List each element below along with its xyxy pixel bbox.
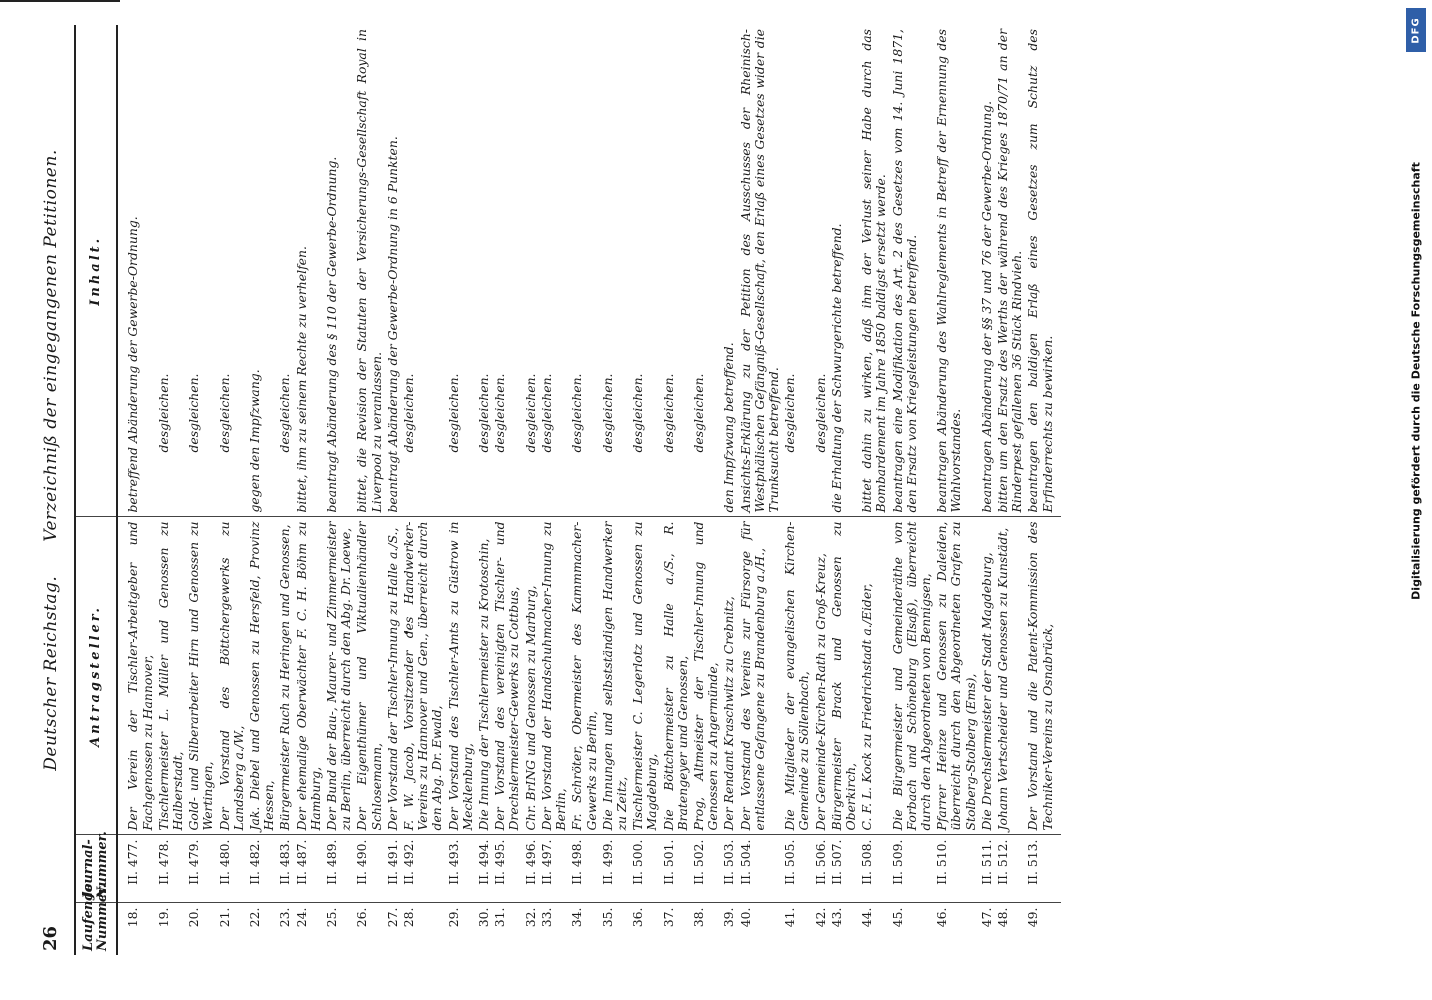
lfd-cell: 43. [828,907,844,928]
lfd-cell: 19. [155,907,171,928]
inhalt-desgleichen: desgleichen. [812,373,828,453]
inhalt-desgleichen: desgleichen. [216,373,232,453]
table-row [324,25,354,955]
journal-cell: II. 509. [890,835,935,903]
antragsteller-cell: Der Vorstand und die Patent-Kommission des Techniker-Vereins zu Osnabrück, [1025,517,1060,835]
antragsteller-cell: C. F. L. Kock zu Friedrichstadt a./Eider, [859,517,889,835]
journal-cell: II. 500. [630,835,660,903]
antragsteller-cell: Der Vorstand des Vereins zur Fürsorge für entlassene Gefangene zu Brandenburg a./H., [738,517,783,835]
journal-cell: II. 511. [979,835,995,903]
journal-cell: II. 491. [385,835,401,903]
antragsteller-cell: Gold- und Silberarbeiter Hirn und Genossen zu Wertingen, [186,517,216,835]
lfd-cell: 35. [599,907,615,928]
header-journal: Journal-Nummer. [75,835,117,903]
inhalt-cell: beantragt Abänderung der Gewerbe-Ordnung in 6 Punkten. [385,25,401,517]
table-row [738,25,783,955]
inhalt-cell: beantragen Abänderung der §§ 37 und 76 der Gewerbe-Ordnung. [979,25,995,517]
inhalt-desgleichen: desgleichen. [492,373,508,453]
antragsteller-cell: Der Eigenthümer und Viktualienhändler Schlosemann, [354,517,384,835]
table-row [401,25,446,955]
lfd-cell: 29. [445,907,461,928]
lfd-cell: 33. [538,907,554,928]
journal-cell: II. 487. [294,835,324,903]
antragsteller-cell: Die Mitglieder der evangelischen Kirchen-Gemeinde zu Söllenbach, [782,517,812,835]
lfd-cell: 21. [216,907,232,928]
lfd-cell: 18. [125,907,141,928]
journal-cell: II. 513. [1025,835,1060,903]
inhalt-desgleichen: desgleichen. [277,373,293,453]
lfd-cell: 36. [630,907,646,928]
antragsteller-cell: Johann Vertscheider und Genossen zu Kunstädt, [995,517,1025,835]
lfd-cell: 32. [522,907,538,928]
lfd-cell: 42. [812,907,828,928]
inhalt-cell: beantragen Abänderung des Wahlreglements in Betreff der Ernennung des Wahlvorstandes. [934,25,979,517]
inhalt-cell [782,25,812,517]
lfd-cell: 27. [384,907,400,928]
journal-cell: II. 499. [600,835,630,903]
inhalt-cell: bitten um den Ersatz des Werths der während des Krieges 1870/71 an der Rinderpest gefallenen 36 Stück Rindvieh. [995,25,1025,517]
inhalt-cell [476,25,492,517]
header-antragsteller: Antragsteller. [75,517,117,835]
table-row [979,25,995,955]
inhalt-desgleichen: desgleichen. [538,373,554,453]
table-row [117,25,155,955]
table-row [186,25,216,955]
table-header-row [75,25,117,955]
page-number: 26 [40,925,61,951]
antragsteller-cell: Der Vorstand des Böttchergewerks zu Landsberg a./W., [217,517,247,835]
inhalt-desgleichen: desgleichen. [522,373,538,453]
inhalt-cell: betreffend Abänderung der Gewerbe-Ordnung. [117,25,155,517]
antragsteller-cell: Jak. Diebel und Genossen zu Hersfeld, Provinz Hessen, [247,517,277,835]
antragsteller-cell: Der Vorstand des vereinigten Tischler- und Drechslermeister-Gewerks zu Cottbus, [492,517,522,835]
inhalt-cell [600,25,630,517]
table-row [1025,25,1060,955]
table-row [630,25,660,955]
page-title [41,29,61,891]
table-row [247,25,277,955]
antragsteller-cell: Pfarrer Heinze und Genossen zu Daleiden, überreicht durch den Abgeordneten Grafen zu Stolberg-Stolberg (Ems), [934,517,979,835]
journal-cell: II. 478. [156,835,186,903]
dfg-logo-text: DFG [1410,16,1422,44]
document-page [40,25,1390,955]
table-row [934,25,979,955]
journal-cell: II. 510. [934,835,979,903]
journal-cell: II. 495. [492,835,522,903]
antragsteller-cell: Die Drechslermeister der Stadt Magdeburg, [979,517,995,835]
journal-cell: II. 496. [523,835,539,903]
lfd-cell: 40. [737,907,753,928]
antragsteller-cell: Der Verein der Tischler-Arbeitgeber und Fachgenossen zu Hannover, [117,517,155,835]
inhalt-desgleichen: desgleichen. [476,373,492,453]
lfd-cell: 46. [934,907,950,928]
lfd-cell: 31. [492,907,508,928]
journal-cell: II. 482. [247,835,277,903]
inhalt-desgleichen: desgleichen. [660,373,676,453]
lfd-cell: 45. [889,907,905,928]
table-row [813,25,829,955]
inhalt-cell: gegen den Impfzwang. [247,25,277,517]
lfd-cell: 38. [690,907,706,928]
antragsteller-cell: Die Bürgermeister und Gemeinderäthe von Forbach und Schöneburg (Elsaß), überreicht durch den Abgeordneten von Bennigsen, [890,517,935,835]
inhalt-cell [217,25,247,517]
inhalt-cell [569,25,599,517]
header-right: Verzeichniß der eingegangenen Petitionen. [41,149,61,542]
journal-cell: II. 494. [476,835,492,903]
inhalt-cell: die Erhaltung der Schwurgerichte betreffend. [829,25,859,517]
page-header [40,25,74,955]
inhalt-cell [691,25,721,517]
lfd-cell: 25. [324,907,340,928]
inhalt-cell [813,25,829,517]
antragsteller-cell: Der Rendant Kraschwitz zu Crebnitz, [721,517,737,835]
lfd-cell: 44. [859,907,875,928]
journal-cell: II. 489. [324,835,354,903]
page-frame [40,10,1390,970]
journal-cell: II. 498. [569,835,599,903]
lfd-cell: 20. [186,907,202,928]
journal-cell: II. 507. [829,835,859,903]
antragsteller-cell: Der ehemalige Oberwächter F. C. H. Böhm zu Hamburg, [294,517,324,835]
table-row [859,25,889,955]
inhalt-cell [401,25,446,517]
journal-cell: II. 479. [186,835,216,903]
table-row [600,25,630,955]
journal-cell: II. 497. [539,835,569,903]
table-row [277,25,293,955]
lfd-cell: 39. [721,907,737,928]
inhalt-desgleichen: desgleichen. [782,373,798,453]
journal-cell: II. 483. [277,835,293,903]
header-lfd: Laufende Nummer. [75,903,117,955]
inhalt-desgleichen: desgleichen. [401,373,417,453]
antragsteller-cell: Fr. Schröter, Obermeister des Kammmacher-Gewerks zu Berlin, [569,517,599,835]
table-row [995,25,1025,955]
table-row [217,25,247,955]
journal-cell: II. 480. [217,835,247,903]
lfd-cell: 28. [401,907,417,928]
table-row [523,25,539,955]
table-row [385,25,401,955]
inhalt-cell [630,25,660,517]
inhalt-desgleichen: desgleichen. [630,373,646,453]
inhalt-cell [523,25,539,517]
header-left: Deutscher Reichstag. [41,575,61,771]
antragsteller-cell: Der Vorstand des Tischler-Amts zu Güstrow in Mecklenburg, [446,517,476,835]
table-row [890,25,935,955]
lfd-cell: 23. [277,907,293,928]
inhalt-cell [156,25,186,517]
journal-cell: II. 477. [117,835,155,903]
table-row [354,25,384,955]
lfd-cell: 22. [247,907,263,928]
antragsteller-cell: Die Innungen und selbstständigen Handwerker zu Zeitz, [600,517,630,835]
dfg-sidebar [1404,8,1426,708]
antragsteller-cell: F. W. Jacob, Vorsitzender des Handwerker-Vereins zu Hannover und Gen., überreicht durch den Abg. Dr. Ewald, [401,517,446,835]
journal-cell: II. 493. [446,835,476,903]
lfd-cell: 30. [476,907,492,928]
inhalt-cell: den Impfzwang betreffend. [721,25,737,517]
antragsteller-cell: Tischlermeister C. Legerlotz und Genossen zu Magdeburg, [630,517,660,835]
table-row [829,25,859,955]
inhalt-cell [277,25,293,517]
antragsteller-cell: Der Gemeinde-Kirchen-Rath zu Groß-Kreuz, [813,517,829,835]
petitions-table [74,25,1061,955]
inhalt-cell [661,25,691,517]
table-row [539,25,569,955]
table-row [661,25,691,955]
table-row [721,25,737,955]
journal-cell: II. 512. [995,835,1025,903]
journal-cell: II. 501. [661,835,691,903]
antragsteller-cell: Der Bund der Bau-, Maurer- und Zimmermeister zu Berlin, überreicht durch den Abg. Dr. Loewe, [324,517,354,835]
scan-edge-mark [0,0,120,6]
table-row [569,25,599,955]
lfd-cell: 47. [978,907,994,928]
journal-cell: II. 502. [691,835,721,903]
journal-cell: II. 506. [813,835,829,903]
inhalt-desgleichen: desgleichen. [155,373,171,453]
journal-cell: II. 490. [354,835,384,903]
inhalt-desgleichen: desgleichen. [445,373,461,453]
antragsteller-cell: Die Böttchermeister zu Halle a./S., R. Bratengeyer und Genossen, [661,517,691,835]
table-body [117,25,1060,955]
antragsteller-cell: Bürgermeister Brack und Genossen zu Oberkirch, [829,517,859,835]
antragsteller-cell: Tischlermeister L. Müller und Genossen zu Halberstadt, [156,517,186,835]
lfd-cell: 34. [569,907,585,928]
inhalt-cell [539,25,569,517]
antragsteller-cell: Prog, Altmeister der Tischler-Innung und Genossen zu Angermünde, [691,517,721,835]
lfd-cell: 26. [354,907,370,928]
table-row [156,25,186,955]
inhalt-desgleichen: desgleichen. [569,373,585,453]
inhalt-cell: bittet, ihm zu seinem Rechte zu verhelfen. [294,25,324,517]
inhalt-cell: beantragen den baldigen Erlaß eines Gesetzes zum Schutz des Erfinderrechts zu bewirken. [1025,25,1060,517]
journal-cell: II. 503. [721,835,737,903]
table-row [476,25,492,955]
inhalt-desgleichen: desgleichen. [690,373,706,453]
antragsteller-cell: Chr. BrING und Genossen zu Marburg, [523,517,539,835]
lfd-cell: 41. [782,907,798,928]
inhalt-cell [492,25,522,517]
inhalt-cell: Ansichts-Erklärung zu der Petition des Ausschusses der Rheinisch-Westphälischen Gefängniß-Gesellschaft, den Erlaß eines Gesetzes wider die Trunksucht betreffend. [738,25,783,517]
journal-cell: II. 504. [738,835,783,903]
antragsteller-cell: Der Vorstand der Handschuhmacher-Innung zu Berlin, [539,517,569,835]
lfd-cell: 24. [293,907,309,928]
inhalt-cell: beantragt Abänderung des § 110 der Gewerbe-Ordnung. [324,25,354,517]
inhalt-cell: bittet dahin zu wirken, daß ihm der Verlust seiner Habe durch das Bombardement im Jahre 1850 baldigst ersetzt werde. [859,25,889,517]
journal-cell: II. 505. [782,835,812,903]
antragsteller-cell: Die Innung der Tischlermeister zu Krotoschin, [476,517,492,835]
dfg-logo [1406,8,1426,52]
inhalt-desgleichen: desgleichen. [599,373,615,453]
inhalt-cell [446,25,476,517]
table-row [492,25,522,955]
lfd-cell: 48. [994,907,1010,928]
lfd-cell: 49. [1025,907,1041,928]
inhalt-desgleichen: desgleichen. [186,373,202,453]
lfd-cell: 37. [660,907,676,928]
table-row [691,25,721,955]
inhalt-cell [186,25,216,517]
table-row [446,25,476,955]
table-row [782,25,812,955]
header-inhalt: Inhalt. [75,25,117,517]
table-row [294,25,324,955]
dfg-credit-text: Digitalisierung gefördert durch die Deutsche Forschungsgemeinschaft [1409,162,1423,600]
dfg-credit [1406,56,1426,706]
journal-cell: II. 492. [401,835,446,903]
inhalt-cell: beantragen eine Modifikation des Art. 2 des Gesetzes vom 14. Juni 1871, den Ersatz von Kriegsleistungen betreffend. [890,25,935,517]
antragsteller-cell: Der Vorstand der Tischler-Innung zu Halle a./S., [385,517,401,835]
journal-cell: II. 508. [859,835,889,903]
inhalt-cell: bittet, die Revision der Statuten der Versicherungs-Gesellschaft Royal in Liverpool zu veranlassen. [354,25,384,517]
antragsteller-cell: Bürgermeister Ruch zu Heringen und Genossen, [277,517,293,835]
